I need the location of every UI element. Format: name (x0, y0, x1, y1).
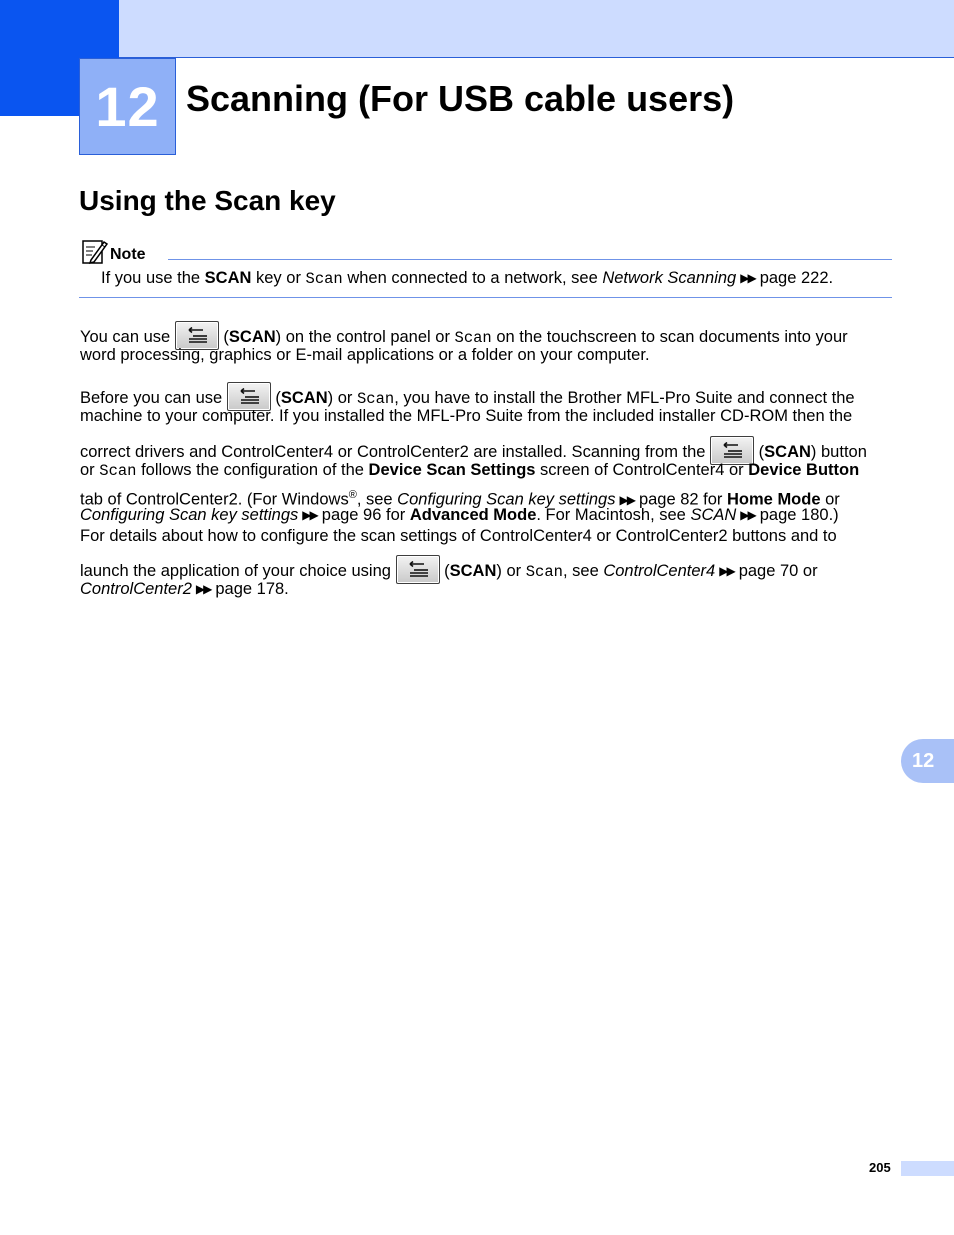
chapter-title: Scanning (For USB cable users) (186, 78, 735, 119)
paragraph-2-line-2: machine to your computer. If you installed the MFL-Pro Suite from the included installer CD-ROM then the (80, 407, 853, 425)
double-chevron-icon: ▶▶ (302, 508, 317, 522)
header-band (0, 0, 954, 58)
paragraph-2-line-8: launch the application of your choice using (SCAN) or Scan, see ControlCenter4 ▶▶ page 70 or (80, 555, 818, 584)
page-number: 205 (869, 1160, 891, 1175)
paragraph-1-line-2: word processing, graphics or E-mail applications or a folder on your computer. (80, 346, 650, 364)
note-divider-bottom (79, 297, 892, 298)
paragraph-2-line-5: tab of ControlCenter2. (For Windows®, see Configuring Scan key settings ▶▶ page 82 for Home Mode or (80, 489, 840, 509)
double-chevron-icon: ▶▶ (740, 271, 755, 285)
link-network-scanning[interactable]: Network Scanning (602, 269, 737, 287)
link-controlcenter2[interactable]: ControlCenter2 (80, 580, 192, 598)
footer-bar (901, 1161, 954, 1176)
double-chevron-icon: ▶▶ (740, 508, 755, 522)
paragraph-2-line-7: For details about how to configure the scan settings of ControlCenter4 or ControlCenter2 buttons and to (80, 527, 837, 545)
link-scan[interactable]: SCAN (690, 506, 737, 524)
chapter-number: 12 (95, 75, 160, 138)
paragraph-2-line-3: correct drivers and ControlCenter4 or ControlCenter2 are installed. Scanning from the (SCAN) button (80, 436, 867, 465)
double-chevron-icon: ▶▶ (195, 582, 211, 596)
link-configuring-scan-key-settings[interactable]: Configuring Scan key settings (80, 506, 299, 524)
scan-key-icon (396, 555, 440, 584)
double-chevron-icon: ▶▶ (719, 564, 734, 578)
note-label: Note (110, 246, 146, 263)
link-controlcenter4[interactable]: ControlCenter4 (603, 562, 716, 580)
note-text: If you use the SCAN key or Scan when connected to a network, see Network Scanning ▶▶ page 222. (101, 269, 834, 288)
section-title: Using the Scan key (79, 185, 336, 216)
paragraph-1-line-1: You can use (SCAN) on the control panel or Scan on the touchscreen to scan documents into your (80, 321, 848, 350)
paragraph-2-line-1: Before you can use (SCAN) or Scan, you have to install the Brother MFL-Pro Suite and connect the (80, 382, 855, 411)
paragraph-2-line-9: ControlCenter2 ▶▶ page 178. (80, 580, 289, 598)
note-divider-top (168, 259, 892, 260)
paragraph-2-line-4: or Scan follows the configuration of the Device Scan Settings screen of ControlCenter4 or Device Button (80, 461, 860, 480)
chapter-number-box (79, 58, 176, 155)
link-configuring-scan-key-settings[interactable]: Configuring Scan key settings (397, 490, 616, 509)
note-pencil-icon (80, 238, 108, 266)
double-chevron-icon: ▶▶ (619, 492, 634, 507)
paragraph-2-line-6: Configuring Scan key settings ▶▶ page 96 for Advanced Mode. For Macintosh, see SCAN ▶▶ page 180.) (80, 506, 839, 524)
chapter-side-tab: 12 (901, 739, 954, 783)
